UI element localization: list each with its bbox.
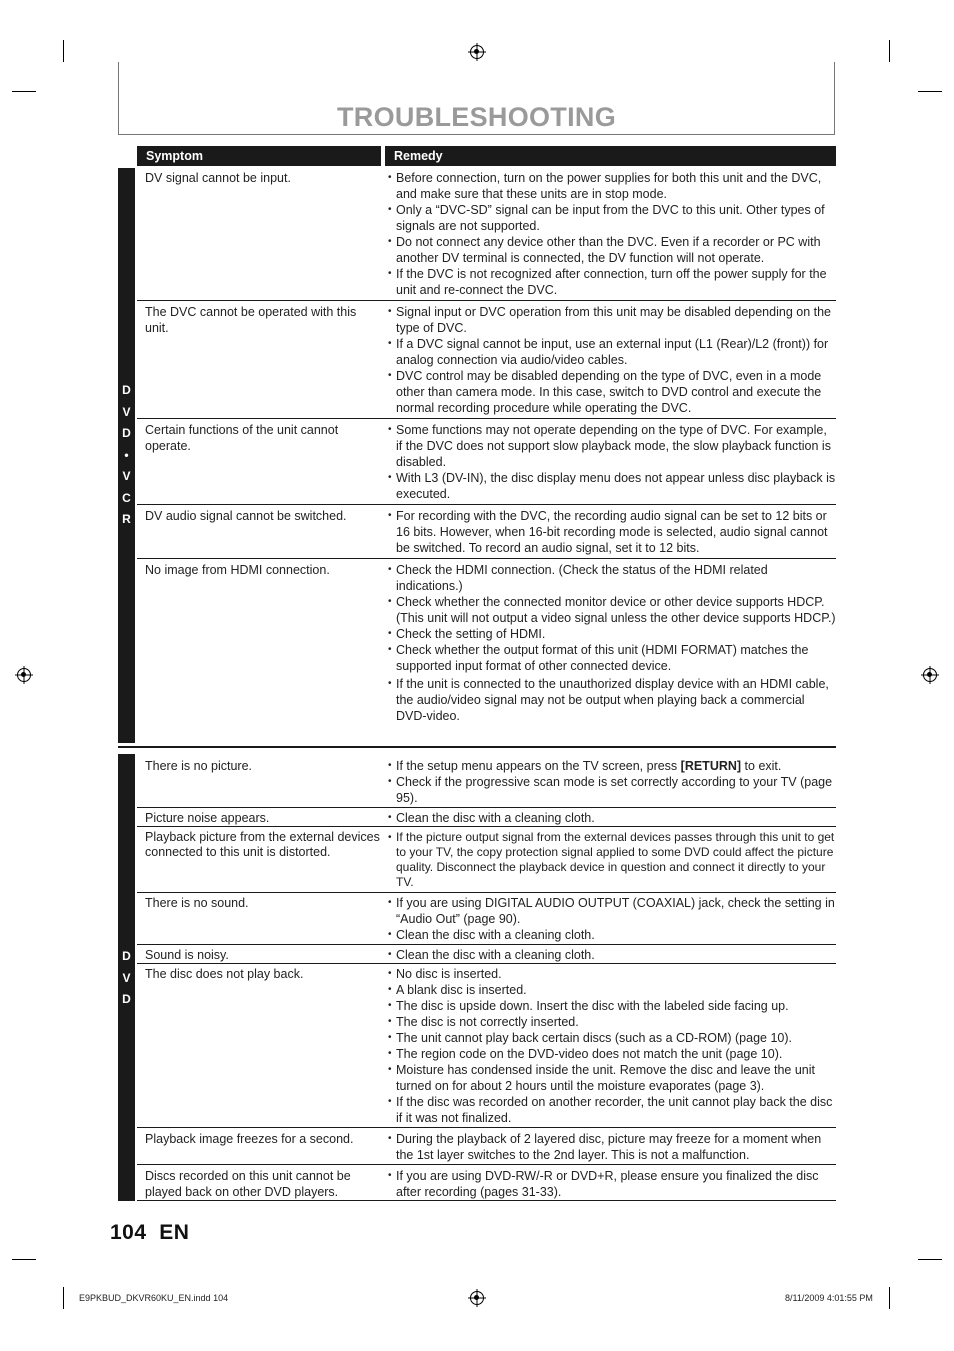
row-divider	[137, 1127, 836, 1128]
remedy-item: • Check whether the connected monitor device or other device supports HDCP. (This unit will not output a video signal unless the other device supports HDCP.)	[388, 594, 836, 626]
crop-mark	[918, 1259, 942, 1260]
remedy-item: • The unit cannot play back certain discs (such as a CD-ROM) (page 10).	[388, 1030, 836, 1046]
page-number: 104 EN	[110, 1221, 190, 1244]
return-key-label: [RETURN]	[680, 759, 742, 773]
remedy-cell	[388, 1131, 836, 1163]
symptom-cell: Certain functions of the unit cannot operate.	[145, 423, 339, 453]
crop-mark	[63, 40, 64, 62]
remedy-item: • Do not connect any device other than the DVC. Even if a recorder or PC with another DV terminal is connected, the DV function will not operate.	[388, 234, 836, 266]
section-divider	[118, 746, 836, 748]
row-divider	[137, 1164, 836, 1165]
remedy-cell	[388, 830, 836, 890]
remedy-cell	[388, 758, 836, 806]
crop-mark	[889, 1287, 890, 1309]
remedy-item: • No disc is inserted.	[388, 966, 836, 982]
footer-date: 8/11/2009 4:01:55 PM	[785, 1293, 873, 1303]
registration-mark-icon	[923, 668, 937, 682]
remedy-cell	[388, 947, 836, 963]
page-title: TROUBLESHOOTING	[337, 102, 616, 132]
symptom-cell: DV audio signal cannot be switched.	[145, 509, 347, 523]
row-divider	[137, 1200, 836, 1201]
registration-mark-icon	[470, 1291, 484, 1305]
remedy-item: • During the playback of 2 layered disc, picture may freeze for a moment when the 1st layer switches to the 2nd layer. This is not a malfunction.	[388, 1131, 836, 1163]
category-label-dvd: D V D	[122, 949, 131, 1006]
row-divider	[137, 944, 836, 945]
footer-file: E9PKBUD_DKVR60KU_EN.indd 104	[79, 1293, 229, 1303]
header-symptom: Symptom	[137, 146, 381, 166]
remedy-item: • The region code on the DVD-video does not match the unit (page 10).	[388, 1046, 836, 1062]
symptom-cell: There is no picture.	[145, 759, 252, 773]
crop-mark	[918, 91, 942, 92]
symptom-cell: DV signal cannot be input.	[145, 171, 291, 185]
symptom-cell: Playback image freezes for a second.	[145, 1132, 354, 1146]
row-divider	[137, 807, 836, 808]
remedy-item: • If the picture output signal from the external devices passes through this unit to get to your TV, the copy protection signal applied to some DVD could affect the picture quality. Disconnect the playback device in question and connect it directly to your TV.	[388, 830, 836, 890]
remedy-cell	[388, 508, 836, 556]
remedy-cell	[388, 170, 836, 298]
remedy-item: • Check whether the output format of this unit (HDMI FORMAT) matches the supported input format of other connected device.	[388, 642, 836, 674]
remedy-item: • Before connection, turn on the power supplies for both this unit and the DVC, and make sure that these units are in stop mode.	[388, 170, 836, 202]
remedy-item: • Clean the disc with a cleaning cloth.	[388, 927, 836, 943]
remedy-cell	[388, 422, 836, 502]
symptom-cell: The disc does not play back.	[145, 967, 304, 981]
remedy-item: • Only a “DVC-SD” signal can be input from the DVC to this unit. Other types of signals are not supported.	[388, 202, 836, 234]
remedy-item: • The disc is not correctly inserted.	[388, 1014, 836, 1030]
remedy-item: • If the unit is connected to the unauthorized display device with an HDMI cable, the audio/video signal may not be output when playing back a commercial DVD-video.	[388, 676, 836, 724]
remedy-item: • If the setup menu appears on the TV screen, press [RETURN] to exit.	[388, 758, 836, 774]
remedy-item: • Signal input or DVC operation from this unit may be disabled depending on the type of DVC.	[388, 304, 836, 336]
remedy-item: • If a DVC signal cannot be input, use an external input (L1 (Rear)/L2 (front)) for analog connection via audio/video cables.	[388, 336, 836, 368]
remedy-item: • Check the HDMI connection. (Check the status of the HDMI related indications.)	[388, 562, 836, 594]
remedy-item: • With L3 (DV-IN), the disc display menu does not appear unless disc playback is executed.	[388, 470, 836, 502]
crop-mark	[889, 40, 890, 62]
row-divider	[137, 963, 836, 964]
header-remedy: Remedy	[385, 146, 836, 166]
crop-mark	[12, 91, 36, 92]
category-label-dvd-vcr: D V D • V C R	[122, 383, 131, 526]
symptom-cell: Picture noise appears.	[145, 811, 270, 825]
crop-mark	[12, 1259, 36, 1260]
remedy-cell	[388, 895, 836, 943]
symptom-cell: Discs recorded on this unit cannot be played back on other DVD players.	[145, 1169, 351, 1199]
symptom-cell: Playback picture from the external devices connected to this unit is distorted.	[145, 830, 380, 859]
remedy-item: • For recording with the DVC, the recording audio signal can be set to 12 bits or 16 bits. However, when 16-bit recording mode is selected, audio signal cannot be switched. To record an audio signal, set it to 12 bits.	[388, 508, 836, 556]
remedy-item: • If you are using DIGITAL AUDIO OUTPUT (COAXIAL) jack, check the setting in “Audio Out” (page 90).	[388, 895, 836, 927]
remedy-cell	[388, 810, 836, 826]
row-divider	[137, 892, 836, 893]
remedy-item: • Check if the progressive scan mode is set correctly according to your TV (page 95).	[388, 774, 836, 806]
remedy-cell	[388, 1168, 836, 1200]
remedy-item: • A blank disc is inserted.	[388, 982, 836, 998]
symptom-cell: No image from HDMI connection.	[145, 563, 330, 577]
symptom-cell: The DVC cannot be operated with this unit.	[145, 305, 357, 335]
registration-mark-icon	[17, 668, 31, 682]
remedy-item: • Some functions may not operate depending on the type of DVC. For example, if the DVC does not support slow playback mode, the slow playback function is disabled.	[388, 422, 836, 470]
row-divider	[137, 504, 836, 505]
row-divider	[137, 558, 836, 559]
title-frame	[118, 62, 835, 135]
row-divider	[137, 826, 836, 827]
remedy-item: • Clean the disc with a cleaning cloth.	[388, 810, 836, 826]
remedy-item: • Check the setting of HDMI.	[388, 626, 836, 642]
remedy-item: • DVC control may be disabled depending on the type of DVC, even in a mode other than camera mode. In this case, switch to DVD control and execute the normal recording procedure while operating the DVC.	[388, 368, 836, 416]
registration-mark-icon	[470, 45, 484, 59]
language-code: EN	[159, 1221, 190, 1244]
remedy-item: • If you are using DVD-RW/-R or DVD+R, please ensure you finalized the disc after recording (pages 31-33).	[388, 1168, 836, 1200]
remedy-item: • If the DVC is not recognized after connection, turn off the power supply for the unit and re-connect the DVC.	[388, 266, 836, 298]
remedy-cell	[388, 304, 836, 416]
remedy-item: • Clean the disc with a cleaning cloth.	[388, 947, 836, 963]
remedy-item: • Moisture has condensed inside the unit. Remove the disc and leave the unit turned on for about 2 hours until the moisture evaporates (page 3).	[388, 1062, 836, 1094]
remedy-item: • The disc is upside down. Insert the disc with the labeled side facing up.	[388, 998, 836, 1014]
remedy-cell	[388, 966, 836, 1126]
remedy-cell	[388, 562, 836, 724]
symptom-cell: There is no sound.	[145, 896, 249, 910]
remedy-item: • If the disc was recorded on another recorder, the unit cannot play back the disc if it was not finalized.	[388, 1094, 836, 1126]
crop-mark	[63, 1287, 64, 1309]
row-divider	[137, 300, 836, 301]
symptom-cell: Sound is noisy.	[145, 948, 229, 962]
row-divider	[137, 418, 836, 419]
